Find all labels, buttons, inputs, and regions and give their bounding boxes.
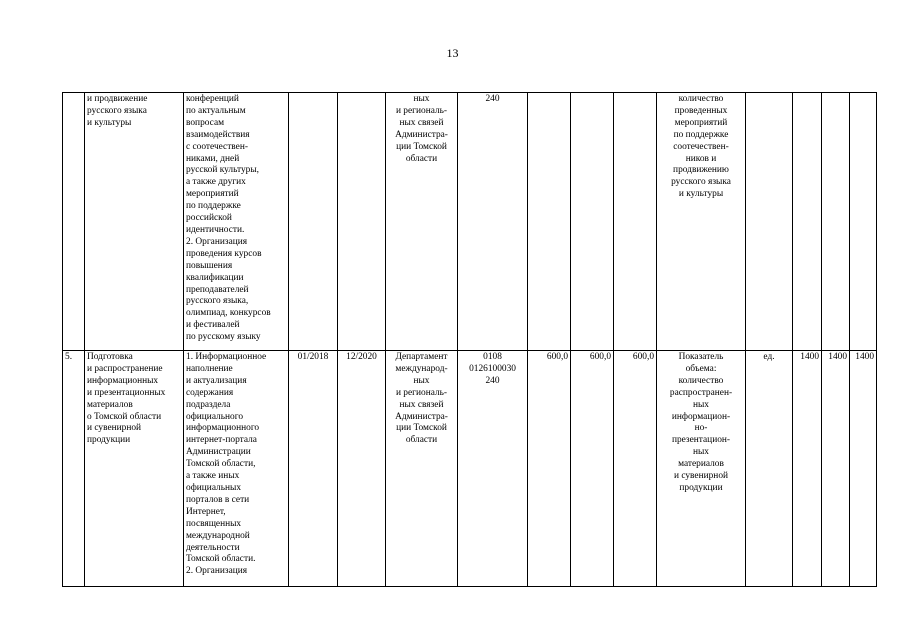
cell-value-2020: 1400	[850, 351, 877, 587]
cell-start	[289, 93, 338, 351]
cell-kbk: 240	[458, 93, 528, 351]
cell-sum-2018	[528, 93, 571, 351]
program-table	[62, 92, 877, 587]
page-number: 13	[446, 46, 459, 60]
table-row	[63, 351, 877, 587]
cell-end: 12/2020	[338, 351, 386, 587]
cell-unit: ед.	[746, 351, 793, 587]
cell-executor: Департамент международ- ных и региональ- ных связей Администра- ции Томской области	[386, 351, 458, 587]
cell-value-2019: 1400	[822, 351, 850, 587]
cell-indicator: количество проведенных мероприятий по поддержке соотечествен- ников и продвижению русского языка и культуры	[657, 93, 746, 351]
cell-number	[63, 93, 85, 351]
table-row	[63, 93, 877, 351]
cell-unit	[746, 93, 793, 351]
cell-value-2020	[850, 93, 877, 351]
cell-name: Подготовка и распространение информационных и презентационных материалов о Томской области и сувенирной продукции	[85, 351, 184, 587]
cell-value-2019	[822, 93, 850, 351]
cell-value-2018: 1400	[793, 351, 822, 587]
cell-activities: 1. Информационное наполнение и актуализация содержания подраздела официального информационного интернет-портала Администрации Томской области, а также иных официальных порталов в сети Интернет, посвященных международной деятельности Томской области. 2. Организация	[184, 351, 289, 587]
cell-start: 01/2018	[289, 351, 338, 587]
cell-value-2018	[793, 93, 822, 351]
cell-activities: конференций по актуальным вопросам взаимодействия с соотечествен- никами, дней русской культуры, а также других мероприятий по поддержке российской идентичности. 2. Организация проведения курсов повышения квалификации преподавателей русского языка, олимпиад, конкурсов и фестивалей по русскому языку	[184, 93, 289, 351]
cell-sum-2019: 600,0	[571, 351, 614, 587]
cell-number: 5.	[63, 351, 85, 587]
cell-indicator: Показатель объема: количество распространен- ных информацион- но- презентацион- ных материалов и сувенирной продукции	[657, 351, 746, 587]
cell-sum-2018: 600,0	[528, 351, 571, 587]
cell-name: и продвижение русского языка и культуры	[85, 93, 184, 351]
cell-sum-2019	[571, 93, 614, 351]
cell-kbk: 0108 0126100030 240	[458, 351, 528, 587]
cell-sum-2020: 600,0	[614, 351, 657, 587]
cell-sum-2020	[614, 93, 657, 351]
cell-executor: ных и региональ- ных связей Администра- ции Томской области	[386, 93, 458, 351]
cell-end	[338, 93, 386, 351]
